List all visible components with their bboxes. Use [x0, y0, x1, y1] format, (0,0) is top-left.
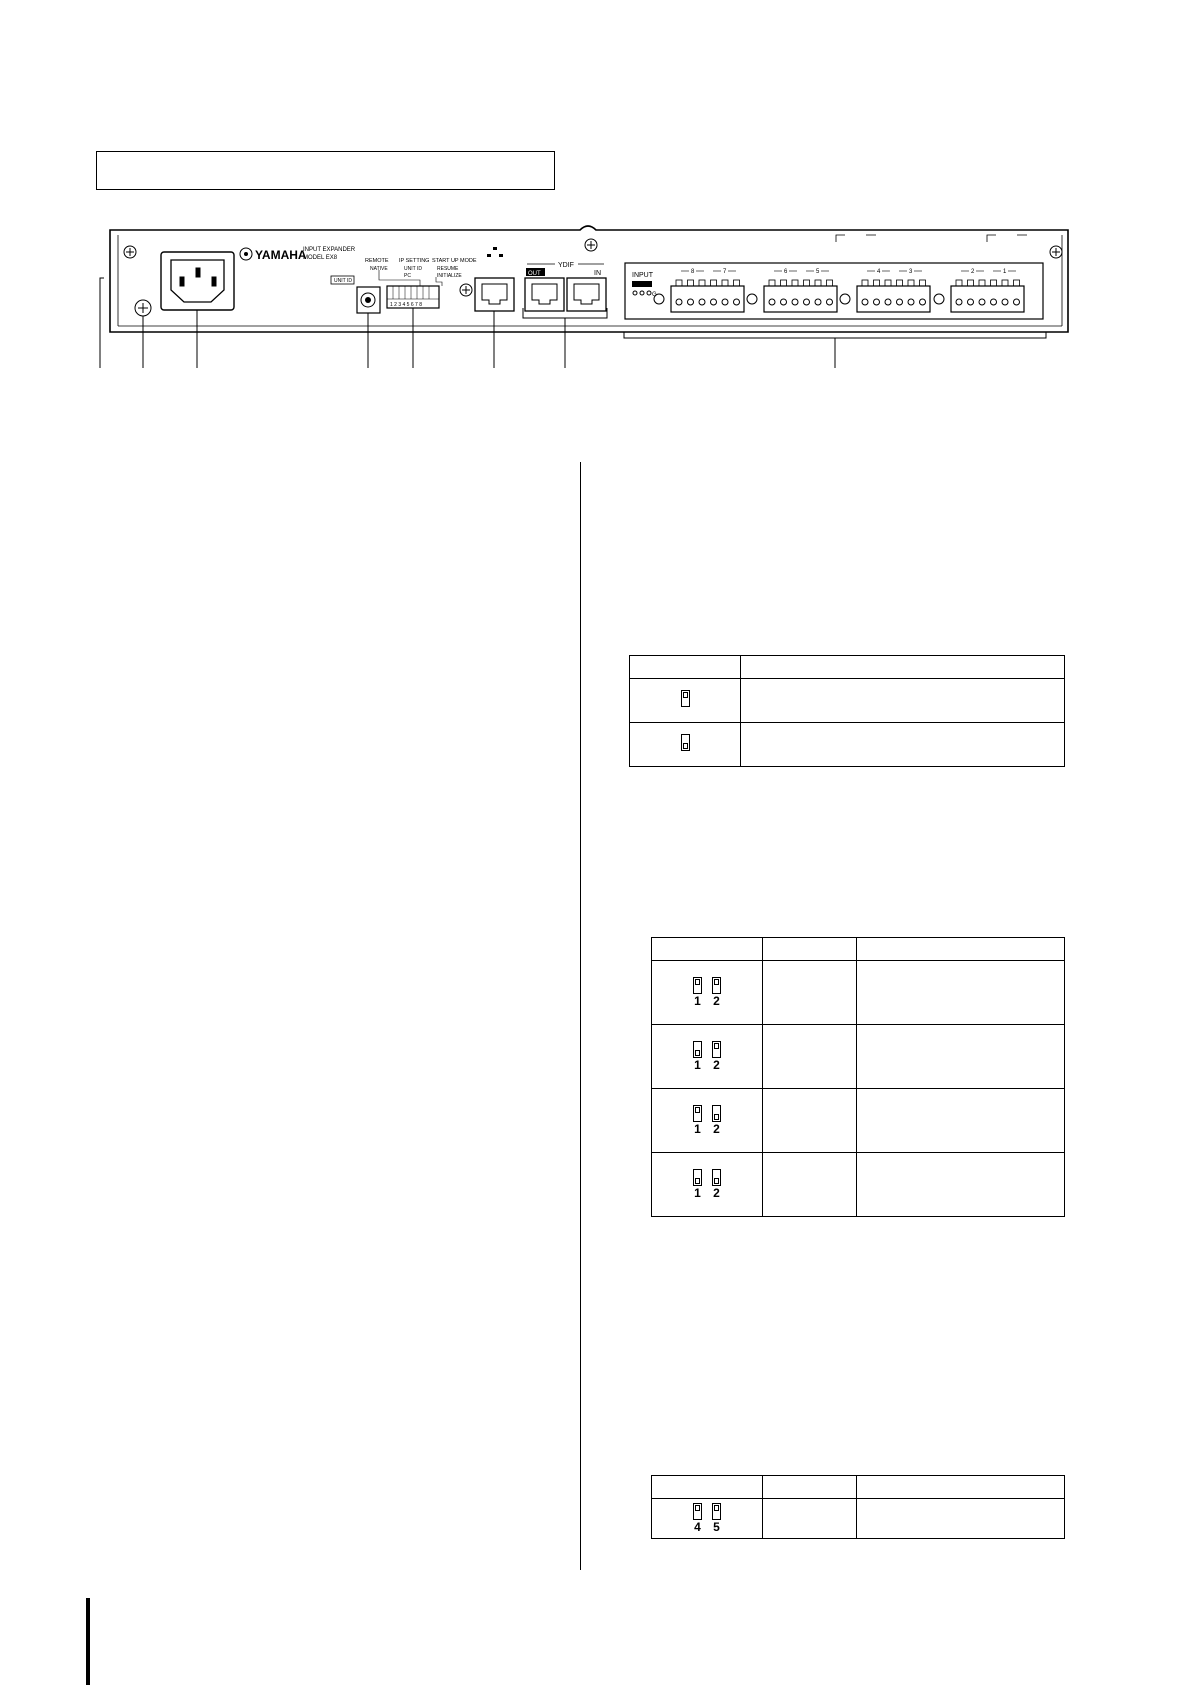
svg-text:UNIT ID: UNIT ID	[334, 278, 352, 284]
switch-cell	[652, 1499, 763, 1539]
channel-label: 3	[909, 269, 913, 275]
setting-cell	[763, 961, 857, 1025]
dip-switch-icon	[693, 1041, 702, 1058]
terminal-block-icon	[857, 286, 930, 312]
dip-switch-icon	[693, 1169, 702, 1186]
svg-text:YDIF: YDIF	[558, 262, 574, 269]
setting-cell	[763, 1089, 857, 1153]
switch-cell	[652, 1153, 763, 1217]
svg-text:MODEL EX8: MODEL EX8	[303, 255, 338, 261]
description-cell	[857, 1089, 1065, 1153]
channel-label: 5	[816, 269, 820, 275]
description-cell	[857, 1153, 1065, 1217]
table-row	[652, 1153, 1065, 1217]
svg-text:INITIALIZE: INITIALIZE	[437, 273, 462, 279]
setting-cell	[763, 1499, 857, 1539]
description-cell	[857, 961, 1065, 1025]
callout-lines	[100, 278, 835, 368]
screw-icon	[840, 294, 850, 304]
ydif-in-port-icon	[567, 278, 606, 311]
switch-cell	[630, 723, 741, 767]
switch-number: 4	[694, 1520, 701, 1534]
table-row	[652, 961, 1065, 1025]
switch-number: 1	[694, 1122, 701, 1136]
switch-number: 2	[713, 1058, 720, 1072]
svg-text:INPUT EXPANDER: INPUT EXPANDER	[303, 247, 356, 253]
table-row	[652, 1089, 1065, 1153]
dip-switch-icon	[681, 734, 690, 751]
switch-cell	[652, 1025, 763, 1089]
ydif-out-port-icon	[525, 278, 564, 311]
switch-number: 2	[713, 994, 720, 1008]
switch-number: 1	[694, 994, 701, 1008]
channel-label: 6	[784, 269, 788, 275]
svg-text:PC: PC	[404, 273, 411, 279]
dip-switch-icon	[693, 977, 702, 994]
svg-text:INPUT: INPUT	[632, 272, 653, 279]
table-row	[652, 1025, 1065, 1089]
switch-number: 1	[694, 1186, 701, 1200]
switch-setting-table-3	[651, 1475, 1065, 1539]
dip-switch-icon	[712, 1105, 721, 1122]
terminal-block-icon	[671, 286, 744, 312]
dip-switch-icon	[712, 1041, 721, 1058]
svg-text:RESUME: RESUME	[437, 266, 459, 272]
dip-switch-icon	[693, 1105, 702, 1122]
svg-text:1 2 3 4 5 6 7 8: 1 2 3 4 5 6 7 8	[390, 302, 422, 308]
terminal-block-icon	[951, 286, 1024, 312]
description-cell	[857, 1499, 1065, 1539]
switch-number: 5	[713, 1520, 720, 1534]
dip-switch-block	[387, 286, 439, 308]
screw-icon	[654, 294, 664, 304]
channel-label: 7	[723, 269, 727, 275]
svg-text:NATIVE: NATIVE	[370, 266, 388, 272]
ground-screw-icon	[135, 300, 151, 316]
switch-number: 2	[713, 1186, 720, 1200]
switch-cell	[652, 961, 763, 1025]
dip-switch-icon	[712, 1169, 721, 1186]
switch-number: 2	[713, 1122, 720, 1136]
channel-label: 4	[877, 269, 881, 275]
rear-panel-diagram	[0, 220, 1191, 370]
table-row	[652, 1499, 1065, 1539]
terminal-block-icon	[764, 286, 837, 312]
ac-inlet-icon	[161, 252, 234, 310]
dip-switch-icon	[681, 690, 690, 707]
svg-text:UNIT ID: UNIT ID	[404, 266, 422, 272]
svg-text:IN: IN	[594, 270, 601, 277]
brand-logo-text: YAMAHA	[255, 248, 307, 262]
setting-cell	[763, 1153, 857, 1217]
dip-switch-icon	[712, 1503, 721, 1520]
table-header-cell	[630, 656, 741, 679]
yamaha-logo-icon	[240, 248, 252, 260]
dip-switch-icon	[712, 977, 721, 994]
dip-switch-icon	[693, 1503, 702, 1520]
channel-label: 8	[691, 269, 695, 275]
svg-text:REMOTE: REMOTE	[365, 258, 389, 264]
channel-label: 2	[971, 269, 975, 275]
column-divider	[580, 462, 581, 1570]
screw-icon	[934, 294, 944, 304]
switch-setting-table-2	[651, 937, 1065, 1217]
description-cell	[741, 723, 1065, 767]
description-cell	[741, 679, 1065, 723]
svg-text:OUT: OUT	[528, 271, 541, 277]
switch-number: 1	[694, 1058, 701, 1072]
euroblock-terminals	[654, 280, 1024, 312]
svg-text:START UP MODE: START UP MODE	[432, 258, 477, 264]
page-edge-bar	[86, 1598, 90, 1685]
switch-cell	[630, 679, 741, 723]
svg-text:IP SETTING: IP SETTING	[399, 258, 430, 264]
description-cell	[857, 1025, 1065, 1089]
setting-cell	[763, 1025, 857, 1089]
screw-icon	[747, 294, 757, 304]
section-title-box	[96, 151, 555, 190]
channel-label: 1	[1003, 269, 1007, 275]
network-port-icon	[475, 247, 514, 311]
svg-text:G: G	[652, 292, 657, 298]
switch-cell	[652, 1089, 763, 1153]
switch-setting-table-1	[629, 655, 1065, 767]
table-header-cell	[741, 656, 1065, 679]
